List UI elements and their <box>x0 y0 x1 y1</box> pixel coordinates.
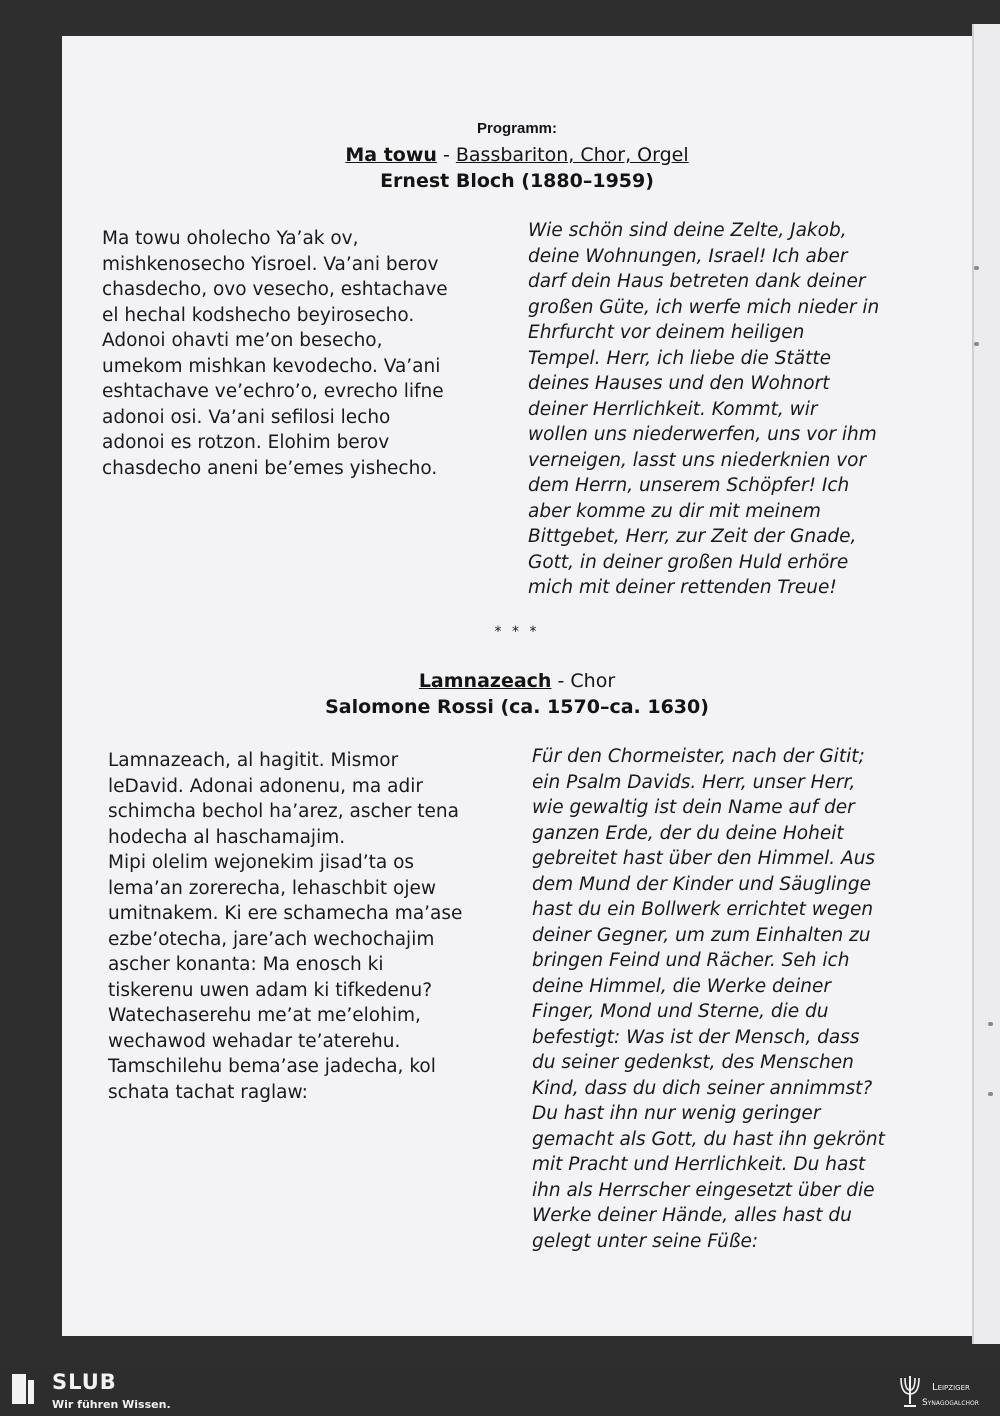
piece-2-composer: Salomone Rossi (ca. 1570–ca. 1630) <box>325 696 709 718</box>
piece-2-translation: Für den Chormeister, nach der Gitit; ein Psalm Davids. Herr, unser Herr, wie gewaltig ist dein Name auf der ganzen Erde, der du deine Hoheit gebreitet hast über den Himmel. Aus dem Mund der Kinder und Säuglinge hast du ein Bollwerk errichtet wegen deiner Gegner, um zum Einhalten zu bringen Feind und Rächer. Seh ich deine Himmel, die Werke deiner Finger, Mond und Sterne, die du befestigt: Was ist der Mensch, dass du seiner gedenkst, des Menschen Kind, dass du dich seiner annimmst? Du hast ihn nur wenig geringer gemacht als Gott, du hast ihn gekrönt mit Pracht und Herrlichkeit. Du hast ihn als Herrscher eingesetzt über die Werke deiner Hände, alles hast du gelegt unter seine Füße: <box>532 746 885 1252</box>
scan-mark <box>974 266 979 270</box>
piece-2-separator: - <box>551 670 571 692</box>
piece-2-title-line <box>62 670 972 692</box>
program-heading: Programm: <box>476 120 558 137</box>
library-slogan: Wir führen Wissen. <box>52 1398 171 1411</box>
slub-logo-icon <box>10 1372 38 1408</box>
choir-name-line-2: Synagogalchor <box>922 1398 979 1408</box>
piece-2-instrumentation: Chor <box>570 670 616 692</box>
choir-name-line-1: Leipziger <box>932 1382 970 1393</box>
piece-1-title-line <box>62 144 972 166</box>
piece-2-title: Lamnazeach <box>418 670 552 692</box>
piece-1-translation: Wie schön sind deine Zelte, Jakob, deine Wohnungen, Israel! Ich aber darf dein Haus betreten dank deiner großen Güte, ich werfe mich nieder in Ehrfurcht vor deinem heiligen Tempel. Herr, ich liebe die Stätte deines Hauses und den Wohnort deiner Herrlichkeit. Kommt, wir wollen uns niederwerfen, uns vor ihm verneigen, lasst uns niederknien vor dem Herrn, unserem Schöpfer! Ich aber komme zu dir mit meinem Bittgebet, Herr, zur Zeit der Gnade, Gott, in deiner großen Huld erhöre mich mit deiner rettenden Treue! <box>528 220 880 598</box>
piece-1-instrumentation: Bassbariton, Chor, Orgel <box>455 144 689 166</box>
menorah-icon <box>897 1372 923 1410</box>
section-separator: * * * <box>494 624 540 640</box>
library-name: SLUB <box>52 1370 117 1394</box>
scan-mark <box>988 1022 993 1026</box>
piece-1-title: Ma towu <box>345 144 437 166</box>
scan-mark <box>988 1092 993 1096</box>
program-page <box>62 36 972 1336</box>
footer-bar <box>0 1366 1000 1416</box>
scan-mark <box>974 342 979 346</box>
piece-1-composer: Ernest Bloch (1880–1959) <box>380 170 654 192</box>
next-page-edge <box>972 24 1000 1344</box>
piece-1-separator: - <box>436 144 456 166</box>
piece-1-transliteration: Ma towu oholecho Ya’ak ov, mishkenosecho Yisroel. Va’ani berov chasdecho, ovo vesecho, eshtachave el hechal kodshecho beyirosecho. Adonoi ohavti me’on besecho, umekom mishkan kevodecho. Va’ani eshtachave ve’echro’o, evrecho lifne adonoi osi. Va’ani sefilosi lecho adonoi es rotzon. Elohim berov chasdecho aneni be’emes yishecho. <box>102 228 448 479</box>
piece-2-transliteration: Lamnazeach, al hagitit. Mismor leDavid. Adonai adonenu, ma adir schimcha bechol ha’arez, ascher tena hodecha al haschamajim. Mipi olelim wejonekim jisad’ta os lema’an zorerecha, lehaschbit ojew umitnakem. Ki ere schamecha ma’ase ezbe’otecha, jare’ach wechochajim ascher konanta: Ma enosch ki tiskerenu uwen adam ki tifkedenu? Watechaserehu me’at me’elohim, wechawod wehadar te’aterehu. Tamschilehu bema’ase jadecha, kol schata tachat raglaw: <box>108 750 463 1103</box>
